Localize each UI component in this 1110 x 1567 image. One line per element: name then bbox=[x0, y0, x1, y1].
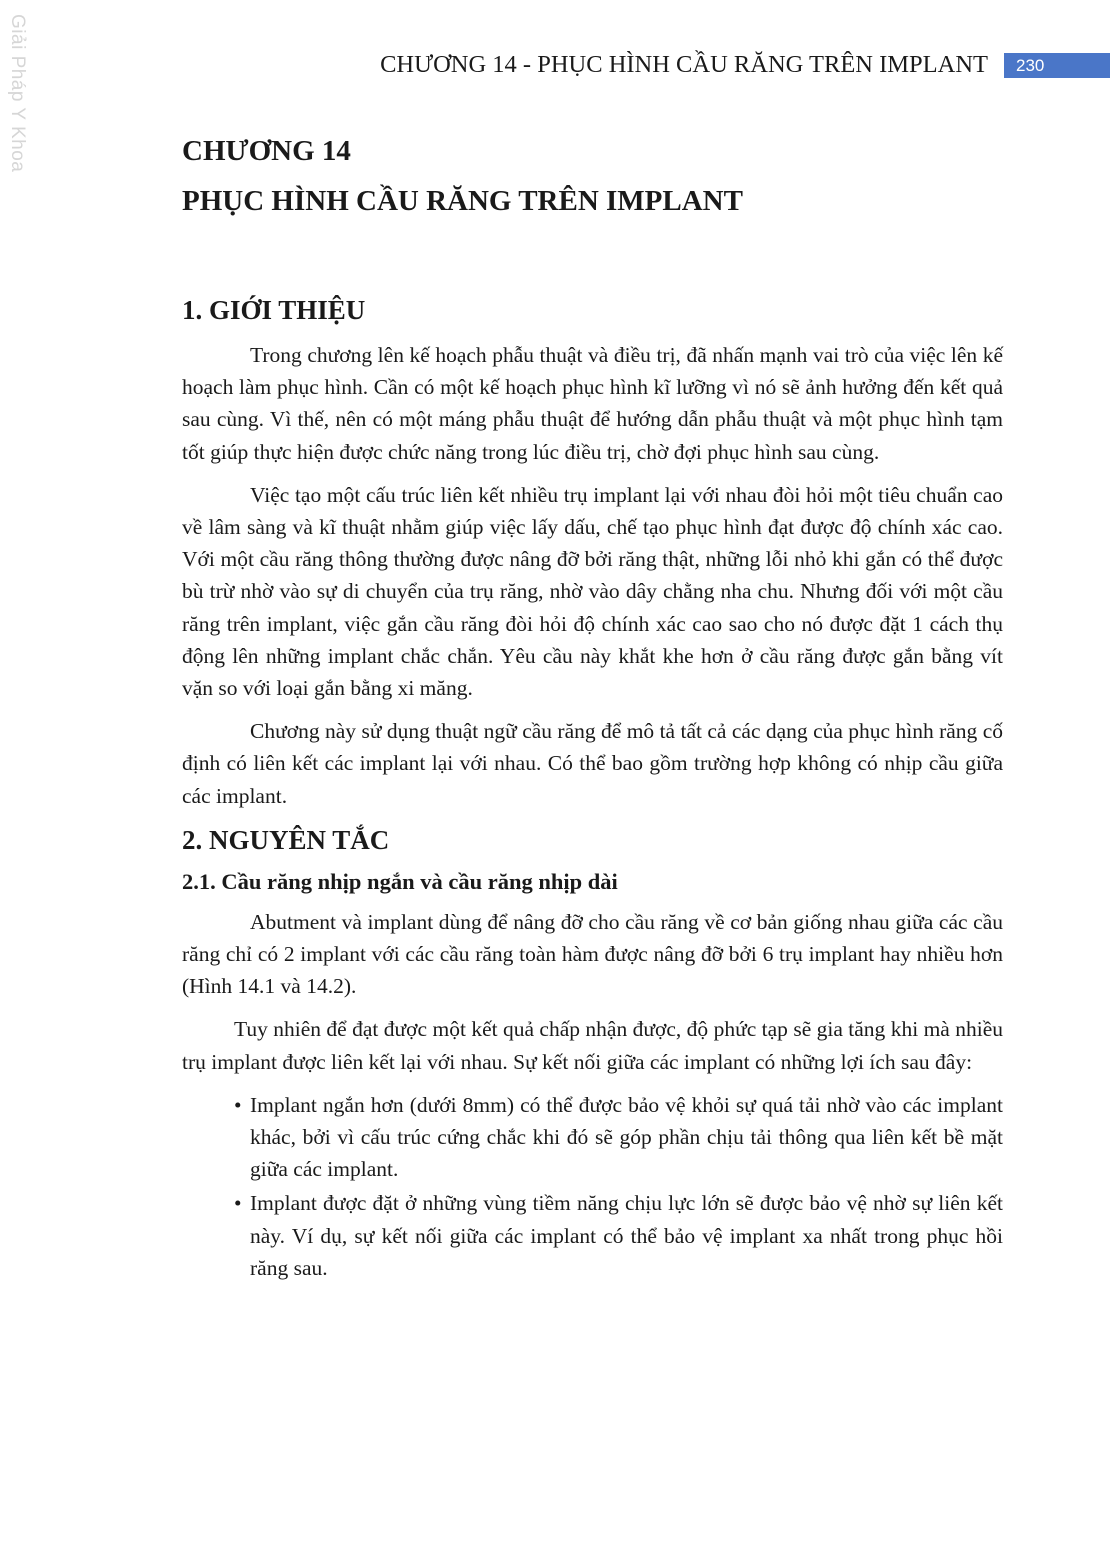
section-heading-principles: 2. NGUYÊN TẮC bbox=[182, 824, 390, 855]
watermark-text: Giải Pháp Y Khoa bbox=[7, 14, 28, 173]
page-number-badge: 230 bbox=[1004, 53, 1110, 78]
bullet-text: Implant ngắn hơn (dưới 8mm) có thể được bảo vệ khỏi sự quá tải nhờ vào các implant khác, bởi vì cấu trúc cứng chắc khi đó sẽ góp phần chịu tải thông qua liên kết bề mặt giữa các implant. bbox=[250, 1092, 1003, 1182]
bullet-item bbox=[182, 1187, 1003, 1284]
section-heading-intro: 1. GIỚI THIỆU bbox=[182, 295, 366, 325]
page-content bbox=[182, 132, 1003, 1286]
running-header bbox=[0, 50, 1110, 80]
bullet-icon: • bbox=[234, 1191, 242, 1216]
paragraph: Việc tạo một cấu trúc liên kết nhiều trụ implant lại với nhau đòi hỏi một tiêu chuẩn cao về lâm sàng và kĩ thuật nhằm giúp việc lấy dấu, chế tạo phục hình đạt được độ chính xác cao. Với một cầu răng thông thường được nâng đỡ bởi răng thật, những lỗi nhỏ khi gắn có thể được bù trừ nhờ vào sự di chuyển của trụ răng, nhờ vào dây chằng nha chu. Nhưng đối với một cầu răng trên implant, việc gắn cầu răng đòi hỏi độ chính xác cao sao cho nó được đặt 1 cách thụ động lên những implant chắc chắn. Yêu cầu này khắt khe hơn ở cầu răng được gắn bằng vít vặn so với loại gắn bằng xi măng. bbox=[182, 482, 1003, 701]
bullet-icon: • bbox=[234, 1092, 242, 1117]
paragraph: Trong chương lên kế hoạch phẫu thuật và điều trị, đã nhấn mạnh vai trò của việc lên kế hoạch làm phục hình. Cần có một kế hoạch phục hình kĩ lưỡng vì nó sẽ ảnh hưởng đến kết quả sau cùng. Vì thế, nên có một máng phẫu thuật để hướng dẫn phẫu thuật và một phục hình tạm tốt giúp thực hiện được chức năng trong lúc điều trị, chờ đợi phục hình sau cùng. bbox=[182, 343, 1003, 464]
chapter-title: PHỤC HÌNH CẦU RĂNG TRÊN IMPLANT bbox=[182, 185, 743, 217]
subsection-heading: 2.1. Cầu răng nhịp ngắn và cầu răng nhịp dài bbox=[182, 868, 618, 894]
bullet-list bbox=[182, 1089, 1003, 1284]
chapter-label: CHƯƠNG 14 bbox=[182, 135, 351, 167]
header-title: CHƯƠNG 14 - PHỤC HÌNH CẦU RĂNG TRÊN IMPLANT bbox=[380, 51, 988, 78]
bullet-item bbox=[182, 1089, 1003, 1186]
paragraph: Abutment và implant dùng để nâng đỡ cho cầu răng về cơ bản giống nhau giữa các cầu răng chỉ có 2 implant với các cầu răng toàn hàm được nâng đỡ bởi 6 trụ implant hay nhiều hơn (Hình 14.1 và 14.2). bbox=[182, 909, 1003, 999]
paragraph: Tuy nhiên để đạt được một kết quả chấp nhận được, độ phức tạp sẽ gia tăng khi mà nhiều trụ implant được liên kết lại với nhau. Sự kết nối giữa các implant có những lợi ích sau đây: bbox=[182, 1017, 1003, 1074]
paragraph: Chương này sử dụng thuật ngữ cầu răng để mô tả tất cả các dạng của phục hình răng cố định có liên kết các implant lại với nhau. Có thể bao gồm trường hợp không có nhịp cầu giữa các implant. bbox=[182, 719, 1003, 808]
bullet-text: Implant được đặt ở những vùng tiềm năng chịu lực lớn sẽ được bảo vệ nhờ sự liên kết này. Ví dụ, sự kết nối giữa các implant có thể bảo vệ implant xa nhất trong phục hồi răng sau. bbox=[250, 1191, 1003, 1280]
